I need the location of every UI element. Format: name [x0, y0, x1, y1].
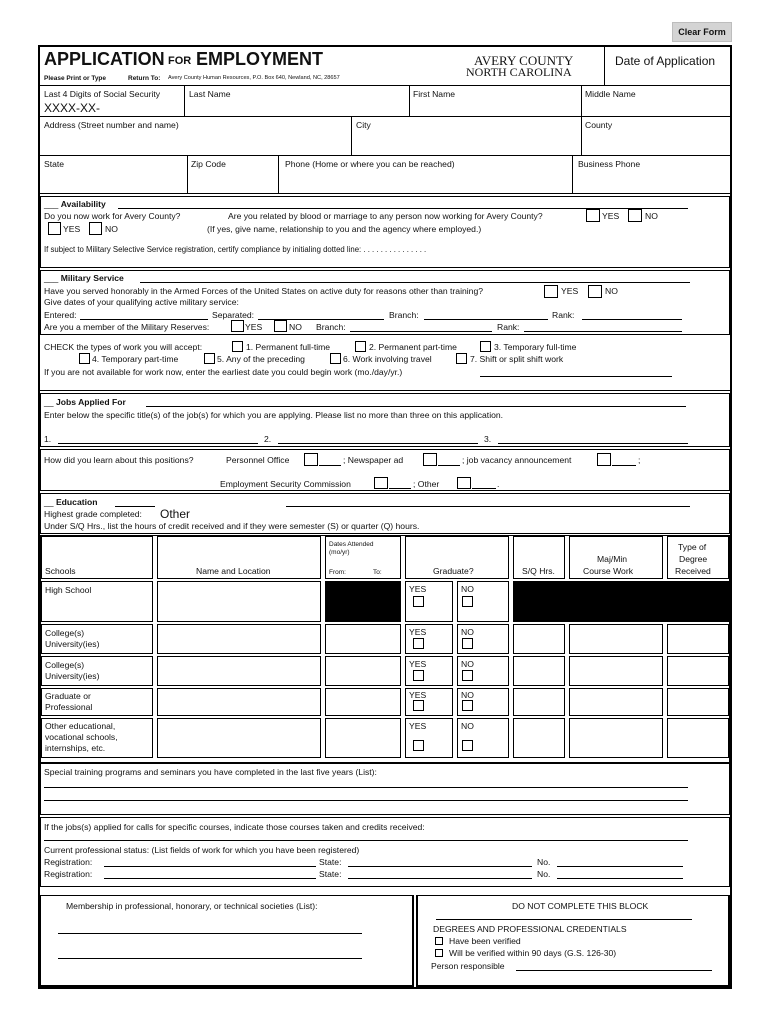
vacancy-label: ; job vacancy announcement — [462, 455, 572, 465]
sq-hours-input[interactable] — [513, 656, 565, 686]
work-travel-checkbox[interactable] — [330, 353, 341, 364]
underline — [118, 208, 688, 209]
print-note: Please Print or Type — [44, 75, 107, 82]
registration-label-1: Registration: — [44, 857, 93, 867]
other-label: ; Other — [413, 479, 440, 489]
temporary-part-time-checkbox[interactable] — [79, 353, 90, 364]
course-work-input[interactable] — [569, 656, 663, 686]
earliest-date-label: If you are not available for work now, enter the earliest date you could begin work (mo./day/yr.) — [44, 367, 403, 377]
permanent-part-time-label: 2. Permanent part-time — [369, 342, 457, 352]
col-received: Received — [675, 566, 711, 576]
business-phone-input[interactable] — [578, 174, 726, 190]
related-no-checkbox[interactable] — [628, 209, 642, 222]
served-yes-label: YES — [561, 286, 579, 296]
date-of-application-field[interactable] — [606, 70, 730, 84]
degree-input[interactable] — [667, 688, 729, 716]
col-dates-attended: Dates Attended — [329, 541, 374, 548]
underline — [140, 282, 690, 283]
selective-service-note: If subject to Military Selective Service registration, certify compliance by initialing dotted line: . . . . . . . . . . . . . . . — [44, 245, 427, 254]
dates-input[interactable] — [325, 688, 401, 716]
period: . — [497, 479, 500, 489]
job-3-input[interactable] — [498, 443, 688, 444]
sq-hours-note: Under S/Q Hrs., list the hours of credit received and if they were semester (S) or quarter (Q) hours. — [44, 521, 420, 531]
membership-line-1[interactable] — [58, 933, 362, 934]
reserves-yes-label: YES — [245, 322, 263, 332]
military-dates-label: Give dates of your qualifying active military service: — [44, 297, 239, 307]
address-label: Address (Street number and name) — [44, 120, 179, 130]
reserves-no-checkbox[interactable] — [274, 320, 287, 332]
city-input[interactable] — [356, 134, 576, 150]
date-of-application-label: Date of Application — [615, 54, 716, 68]
graduate-no-checkbox[interactable] — [462, 670, 473, 681]
dates-blocked — [325, 581, 401, 622]
graduate-yes-checkbox[interactable] — [413, 670, 424, 681]
underline — [436, 919, 692, 920]
reserves-no-label: NO — [289, 322, 302, 332]
col-dates-sub: (mo/yr) — [329, 549, 350, 556]
ssn-label: Last 4 Digits of Social Security — [44, 89, 161, 99]
sq-hours-input[interactable] — [513, 624, 565, 654]
reg-state-label-1: State: — [319, 857, 342, 867]
courses-line[interactable] — [44, 840, 688, 841]
divider — [39, 116, 731, 117]
dates-input[interactable] — [325, 656, 401, 686]
availability-heading: ___ Availability — [44, 199, 106, 209]
works-no-label: NO — [105, 224, 118, 234]
related-no-label: NO — [645, 211, 658, 221]
sq-blocked — [513, 581, 729, 622]
divider — [39, 193, 731, 194]
underline — [115, 506, 155, 507]
shift-work-checkbox[interactable] — [456, 353, 467, 364]
branch-input[interactable] — [424, 319, 548, 320]
graduate-yes-label: YES — [409, 659, 427, 669]
reg-no-label-2: No. — [537, 869, 551, 879]
ssn-input[interactable]: XXXX-XX- — [44, 101, 101, 115]
col-type-of: Type of — [678, 542, 707, 552]
reg-no-label-1: No. — [537, 857, 551, 867]
graduate-no-label: NO — [461, 584, 474, 594]
permanent-full-time-checkbox[interactable] — [232, 341, 243, 352]
courses-label: If the jobs(s) applied for calls for specific courses, indicate those courses taken and credits received: — [44, 822, 425, 832]
registration-input-2[interactable] — [104, 878, 316, 879]
col-to: To: — [373, 569, 382, 576]
course-work-input[interactable] — [569, 718, 663, 758]
reg-no-input-2[interactable] — [557, 878, 683, 879]
graduate-yes-checkbox[interactable] — [413, 740, 424, 751]
zip-label: Zip Code — [191, 159, 226, 169]
graduate-no-label: NO — [461, 659, 474, 669]
graduate-yes-label: YES — [409, 584, 427, 594]
any-preceding-label: 5. Any of the preceding — [217, 354, 305, 364]
course-work-input[interactable] — [569, 624, 663, 654]
reserves-branch-input[interactable] — [350, 331, 492, 332]
state-input[interactable] — [44, 174, 182, 190]
related-yes-label: YES — [602, 211, 620, 221]
temporary-full-time-checkbox[interactable] — [480, 341, 491, 352]
served-no-label: NO — [605, 286, 618, 296]
graduate-yes-checkbox[interactable] — [413, 596, 424, 607]
job-2-number: 2. — [264, 434, 272, 444]
dates-input[interactable] — [325, 718, 401, 758]
business-phone-label: Business Phone — [578, 159, 641, 169]
earliest-date-input[interactable] — [480, 376, 672, 377]
permanent-part-time-checkbox[interactable] — [355, 341, 366, 352]
training-label: Special training programs and seminars you have completed in the last five years (List): — [44, 767, 377, 777]
return-to-label: Return To: — [128, 75, 161, 82]
school-label: internships, etc. — [45, 743, 106, 753]
name-location-input[interactable] — [157, 581, 321, 622]
graduate-no-checkbox[interactable] — [462, 700, 473, 711]
divider — [39, 155, 731, 156]
degree-input[interactable] — [667, 624, 729, 654]
divider — [581, 86, 582, 116]
rank-input[interactable] — [582, 319, 682, 320]
name-location-input[interactable] — [157, 688, 321, 716]
col-graduate: Graduate? — [433, 566, 474, 576]
divider — [351, 117, 352, 155]
divider — [184, 86, 185, 116]
rank-label: Rank: — [552, 310, 575, 320]
learn-about-question: How did you learn about this positions? — [44, 455, 194, 465]
divider — [187, 156, 188, 193]
underline — [286, 506, 690, 507]
county-line-1: AVERY COUNTY — [474, 53, 574, 68]
education-heading: __ Education — [44, 497, 98, 507]
school-label: College(s) — [45, 628, 85, 638]
job-3-number: 3. — [484, 434, 492, 444]
school-label: University(ies) — [45, 639, 100, 649]
first-name-label: First Name — [413, 89, 456, 99]
graduate-no-checkbox[interactable] — [462, 596, 473, 607]
header-divider — [39, 85, 731, 86]
divider — [581, 117, 582, 155]
divider — [39, 390, 731, 391]
divider — [572, 156, 573, 193]
reg-no-input-1[interactable] — [557, 866, 683, 867]
will-verify-checkbox[interactable] — [435, 949, 443, 957]
membership-line-2[interactable] — [58, 958, 362, 959]
col-maj-min: Maj/Min — [597, 554, 628, 564]
separated-label: Separated: — [212, 310, 255, 320]
middle-name-label: Middle Name — [585, 89, 636, 99]
school-label: Professional — [45, 702, 93, 712]
esc-label: Employment Security Commission — [220, 479, 351, 489]
col-course-work: Course Work — [583, 566, 633, 576]
availability-q-works: Do you now work for Avery County? — [44, 211, 181, 221]
highest-grade-select[interactable]: Other — [160, 507, 191, 521]
graduate-yes-checkbox[interactable] — [413, 700, 424, 711]
vacancy-checkbox[interactable] — [597, 453, 611, 466]
underline — [472, 488, 496, 489]
divider — [278, 156, 279, 193]
middle-name-input[interactable] — [585, 100, 725, 114]
school-label: Graduate or — [45, 691, 91, 701]
graduate-yes-label: YES — [409, 627, 427, 637]
school-label: High School — [45, 585, 92, 595]
address-input[interactable] — [44, 134, 344, 150]
other-checkbox[interactable] — [457, 477, 471, 489]
will-verify-label: Will be verified within 90 days (G.S. 126-30) — [449, 948, 617, 958]
reg-state-label-2: State: — [319, 869, 342, 879]
works-yes-label: YES — [63, 224, 81, 234]
school-label: University(ies) — [45, 671, 100, 681]
school-label: vocational schools, — [45, 732, 118, 742]
temporary-full-time-label: 3. Temporary full-time — [494, 342, 577, 352]
col-name-location: Name and Location — [196, 566, 271, 576]
date-divider — [604, 46, 605, 85]
clear-form-button[interactable]: Clear Form — [672, 22, 732, 42]
first-name-input[interactable] — [413, 100, 578, 114]
reserves-rank-input[interactable] — [524, 331, 682, 332]
graduate-yes-checkbox[interactable] — [413, 638, 424, 649]
underline — [319, 465, 341, 466]
last-name-label: Last Name — [189, 89, 231, 99]
last-name-input[interactable] — [190, 100, 404, 114]
job-1-number: 1. — [44, 434, 52, 444]
underline — [438, 465, 460, 466]
return-address: Avery County Human Resources, P.O. Box 640, Newland, NC, 28657 — [168, 75, 340, 81]
training-line-1[interactable] — [44, 787, 688, 788]
underline — [389, 488, 411, 489]
degrees-credentials: DEGREES AND PROFESSIONAL CREDENTIALS — [433, 924, 627, 934]
dates-input[interactable] — [325, 624, 401, 654]
degree-input[interactable] — [667, 656, 729, 686]
title-for: FOR — [168, 55, 192, 67]
phone-label: Phone (Home or where you can be reached) — [285, 159, 455, 169]
shift-work-label: 7. Shift or split shift work — [470, 354, 564, 364]
underline — [146, 406, 686, 407]
zip-input[interactable] — [191, 174, 273, 190]
related-yes-checkbox[interactable] — [586, 209, 600, 222]
school-label: Other educational, — [45, 721, 116, 731]
reserves-question: Are you a member of the Military Reserves: — [44, 322, 210, 332]
availability-q-related: Are you related by blood or marriage to any person now working for Avery County? — [228, 211, 543, 221]
reg-state-input-1[interactable] — [348, 866, 532, 867]
professional-status-label: Current professional status: (List fields of work for which you have been registered) — [44, 845, 360, 855]
graduate-no-checkbox[interactable] — [462, 638, 473, 649]
registration-input-1[interactable] — [104, 866, 316, 867]
course-work-input[interactable] — [569, 688, 663, 716]
city-label: City — [356, 120, 371, 130]
branch-label: Branch: — [389, 310, 419, 320]
graduate-no-label: NO — [461, 690, 474, 700]
permanent-full-time-label: 1. Permanent full-time — [246, 342, 331, 352]
registration-label-2: Registration: — [44, 869, 93, 879]
any-preceding-checkbox[interactable] — [204, 353, 215, 364]
state-label: State — [44, 159, 65, 169]
entered-label: Entered: — [44, 310, 77, 320]
col-from: From: — [329, 569, 346, 576]
underline — [612, 465, 636, 466]
jobs-heading: __ Jobs Applied For — [44, 397, 126, 407]
jobs-section — [40, 393, 730, 447]
entered-input[interactable] — [80, 319, 208, 320]
phone-input[interactable] — [285, 174, 567, 190]
job-2-input[interactable] — [278, 443, 478, 444]
county-input[interactable] — [585, 134, 725, 150]
military-q-served: Have you served honorably in the Armed Forces of the United States on active duty for reasons other than training? — [44, 286, 484, 296]
highest-grade-label: Highest grade completed: — [44, 509, 142, 519]
degree-input[interactable] — [667, 718, 729, 758]
served-yes-checkbox[interactable] — [544, 285, 558, 298]
title-application: APPLICATION — [44, 49, 165, 69]
jobs-instructions: Enter below the specific title(s) of the job(s) for which you are applying. Please list no more than three on this application. — [44, 410, 504, 420]
col-sq-hrs: S/Q Hrs. — [522, 566, 555, 576]
work-travel-label: 6. Work involving travel — [343, 354, 432, 364]
divider — [409, 86, 410, 116]
esc-checkbox[interactable] — [374, 477, 388, 489]
name-location-input[interactable] — [157, 718, 321, 758]
job-1-input[interactable] — [58, 443, 258, 444]
if-yes-note: (If yes, give name, relationship to you and the agency where employed.) — [207, 224, 482, 234]
school-label: College(s) — [45, 660, 85, 670]
membership-label: Membership in professional, honorary, or technical societies (List): — [66, 901, 318, 911]
semicolon: ; — [638, 455, 641, 465]
col-schools: Schools — [45, 566, 76, 576]
reg-state-input-2[interactable] — [348, 878, 532, 879]
person-responsible-label: Person responsible — [431, 961, 505, 971]
served-no-checkbox[interactable] — [588, 285, 602, 298]
graduate-yes-label: YES — [409, 721, 427, 731]
works-yes-checkbox[interactable] — [48, 222, 61, 235]
verified-checkbox[interactable] — [435, 937, 443, 945]
name-location-input[interactable] — [157, 624, 321, 654]
county-line-2: NORTH CAROLINA — [466, 65, 572, 79]
reserves-branch-label: Branch: — [316, 322, 346, 332]
graduate-yes-label: YES — [409, 690, 427, 700]
office-heading: DO NOT COMPLETE THIS BLOCK — [512, 901, 649, 911]
title-employment: EMPLOYMENT — [196, 49, 324, 69]
training-line-2[interactable] — [44, 800, 688, 801]
works-no-checkbox[interactable] — [89, 222, 102, 235]
sq-hours-input[interactable] — [513, 688, 565, 716]
reserves-yes-checkbox[interactable] — [231, 320, 244, 332]
military-heading: ___ Military Service — [44, 273, 124, 283]
col-degree: Degree — [679, 554, 708, 564]
personnel-office-checkbox[interactable] — [304, 453, 318, 466]
newspaper-checkbox[interactable] — [423, 453, 437, 466]
graduate-no-label: NO — [461, 721, 474, 731]
verified-label: Have been verified — [449, 936, 521, 946]
person-responsible-input[interactable] — [516, 970, 712, 971]
reserves-rank-label: Rank: — [497, 322, 520, 332]
graduate-no-label: NO — [461, 627, 474, 637]
graduate-no-checkbox[interactable] — [462, 740, 473, 751]
newspaper-label: ; Newspaper ad — [343, 455, 404, 465]
name-location-input[interactable] — [157, 656, 321, 686]
personnel-office-label: Personnel Office — [226, 455, 290, 465]
temporary-part-time-label: 4. Temporary part-time — [92, 354, 179, 364]
county-label: County — [585, 120, 613, 130]
sq-hours-input[interactable] — [513, 718, 565, 758]
work-type-check-label: CHECK the types of work you will accept: — [44, 342, 203, 352]
